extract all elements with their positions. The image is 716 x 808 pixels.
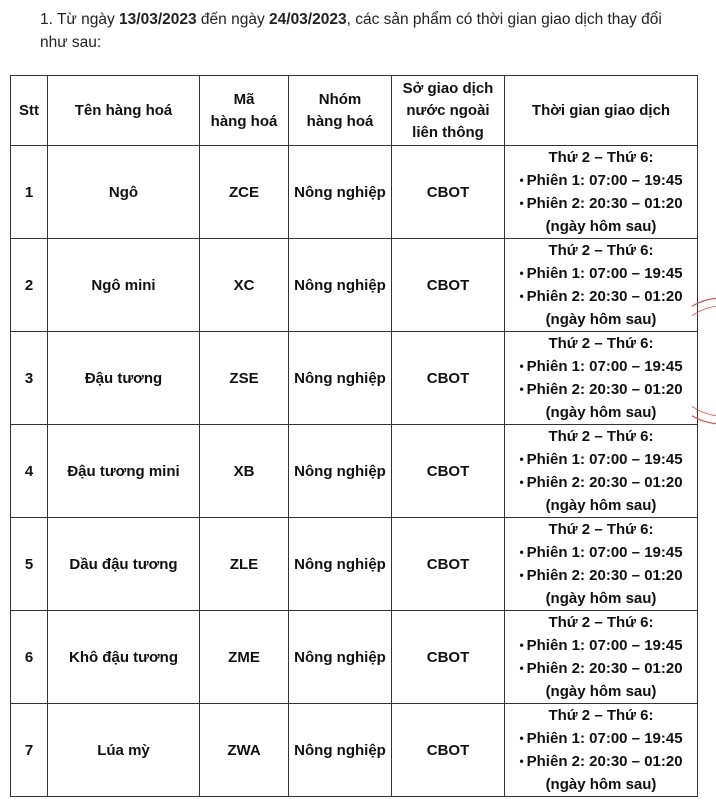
bullet-icon: • bbox=[519, 359, 524, 373]
schedule-days: Thứ 2 – Thứ 6: bbox=[548, 521, 654, 538]
date-from: 13/03/2023 bbox=[119, 11, 197, 28]
header-code-line1: Mã bbox=[233, 90, 255, 108]
session-1-text: Phiên 1: 07:00 – 19:45 bbox=[526, 172, 683, 189]
cell-exchange: CBOT bbox=[392, 518, 505, 611]
cell-group: Nông nghiệp bbox=[289, 146, 392, 239]
table-row bbox=[11, 518, 698, 611]
cell-name: Đậu tương bbox=[48, 332, 200, 425]
session-1-text: Phiên 1: 07:00 – 19:45 bbox=[526, 451, 683, 468]
session-1-text: Phiên 1: 07:00 – 19:45 bbox=[526, 358, 683, 375]
schedule-session-2 bbox=[505, 378, 697, 401]
cell-code: ZWA bbox=[200, 704, 289, 797]
cell-schedule bbox=[505, 332, 698, 425]
schedule-days: Thứ 2 – Thứ 6: bbox=[548, 707, 654, 724]
cell-schedule bbox=[505, 425, 698, 518]
cell-stt: 1 bbox=[11, 146, 48, 239]
schedule-days: Thứ 2 – Thứ 6: bbox=[548, 614, 654, 631]
intro-middle: đến ngày bbox=[196, 11, 270, 28]
bullet-icon: • bbox=[519, 661, 524, 675]
cell-group: Nông nghiệp bbox=[289, 239, 392, 332]
header-group bbox=[289, 76, 392, 146]
schedule-session-1 bbox=[505, 541, 697, 564]
session-2-text: Phiên 2: 20:30 – 01:20 bbox=[526, 474, 683, 491]
session-2-text: Phiên 2: 20:30 – 01:20 bbox=[526, 288, 683, 305]
schedule-days: Thứ 2 – Thứ 6: bbox=[548, 149, 654, 166]
header-stt: Stt bbox=[11, 76, 48, 146]
cell-code: XB bbox=[200, 425, 289, 518]
schedule-session-2 bbox=[505, 564, 697, 587]
header-exchange-line2: nước ngoài bbox=[406, 101, 490, 119]
table-row bbox=[11, 611, 698, 704]
cell-name: Ngô bbox=[48, 146, 200, 239]
table-row bbox=[11, 146, 698, 239]
schedule-session-2 bbox=[505, 657, 697, 680]
cell-code: ZSE bbox=[200, 332, 289, 425]
schedule-days: Thứ 2 – Thứ 6: bbox=[548, 242, 654, 259]
header-name: Tên hàng hoá bbox=[48, 76, 200, 146]
cell-exchange: CBOT bbox=[392, 332, 505, 425]
schedule-session-1 bbox=[505, 634, 697, 657]
schedule-session-2 bbox=[505, 285, 697, 308]
cell-group: Nông nghiệp bbox=[289, 332, 392, 425]
bullet-icon: • bbox=[519, 289, 524, 303]
table-row bbox=[11, 332, 698, 425]
schedule-days: Thứ 2 – Thứ 6: bbox=[548, 335, 654, 352]
bullet-icon: • bbox=[519, 754, 524, 768]
session-2-text: Phiên 2: 20:30 – 01:20 bbox=[526, 195, 683, 212]
cell-name: Lúa mỳ bbox=[48, 704, 200, 797]
session-2-text: Phiên 2: 20:30 – 01:20 bbox=[526, 753, 683, 770]
session-1-text: Phiên 1: 07:00 – 19:45 bbox=[526, 544, 683, 561]
cell-schedule bbox=[505, 704, 698, 797]
cell-exchange: CBOT bbox=[392, 239, 505, 332]
header-group-line1: Nhóm bbox=[318, 90, 362, 108]
schedule-days: Thứ 2 – Thứ 6: bbox=[548, 428, 654, 445]
cell-schedule bbox=[505, 611, 698, 704]
bullet-icon: • bbox=[519, 731, 524, 745]
schedule-session-2 bbox=[505, 192, 697, 215]
cell-name: Dầu đậu tương bbox=[48, 518, 200, 611]
bullet-icon: • bbox=[519, 568, 524, 582]
schedule-session-2 bbox=[505, 750, 697, 773]
header-code bbox=[200, 76, 289, 146]
session-1-text: Phiên 1: 07:00 – 19:45 bbox=[526, 265, 683, 282]
bullet-icon: • bbox=[519, 475, 524, 489]
schedule-session-1 bbox=[505, 727, 697, 750]
bullet-icon: • bbox=[519, 173, 524, 187]
session-2-text: Phiên 2: 20:30 – 01:20 bbox=[526, 381, 683, 398]
header-exchange bbox=[392, 76, 505, 146]
schedule-note: (ngày hôm sau) bbox=[545, 776, 657, 793]
cell-group: Nông nghiệp bbox=[289, 425, 392, 518]
cell-exchange: CBOT bbox=[392, 425, 505, 518]
header-exchange-line1: Sở giao dịch bbox=[402, 79, 494, 97]
table-row bbox=[11, 704, 698, 797]
bullet-icon: • bbox=[519, 382, 524, 396]
bullet-icon: • bbox=[519, 545, 524, 559]
cell-name: Ngô mini bbox=[48, 239, 200, 332]
cell-stt: 6 bbox=[11, 611, 48, 704]
cell-schedule bbox=[505, 518, 698, 611]
cell-schedule bbox=[505, 146, 698, 239]
schedule-session-1 bbox=[505, 169, 697, 192]
seal-ring-icon bbox=[692, 296, 716, 426]
cell-name: Đậu tương mini bbox=[48, 425, 200, 518]
table-row bbox=[11, 425, 698, 518]
cell-stt: 2 bbox=[11, 239, 48, 332]
header-exchange-line3: liên thông bbox=[412, 123, 484, 141]
trading-hours-table bbox=[10, 75, 698, 797]
bullet-icon: • bbox=[519, 452, 524, 466]
cell-group: Nông nghiệp bbox=[289, 518, 392, 611]
schedule-note: (ngày hôm sau) bbox=[545, 683, 657, 700]
cell-stt: 7 bbox=[11, 704, 48, 797]
cell-code: ZME bbox=[200, 611, 289, 704]
session-2-text: Phiên 2: 20:30 – 01:20 bbox=[526, 567, 683, 584]
cell-stt: 4 bbox=[11, 425, 48, 518]
cell-code: XC bbox=[200, 239, 289, 332]
cell-schedule bbox=[505, 239, 698, 332]
cell-exchange: CBOT bbox=[392, 611, 505, 704]
intro-suffix: , các sản phẩm có thời gian giao dịch thay đổi như sau: bbox=[40, 11, 662, 51]
header-code-line2: hàng hoá bbox=[210, 112, 278, 130]
cell-exchange: CBOT bbox=[392, 146, 505, 239]
cell-code: ZCE bbox=[200, 146, 289, 239]
cell-name: Khô đậu tương bbox=[48, 611, 200, 704]
bullet-icon: • bbox=[519, 196, 524, 210]
intro-prefix: 1. Từ ngày bbox=[40, 11, 120, 28]
header-time: Thời gian giao dịch bbox=[505, 76, 698, 146]
cell-code: ZLE bbox=[200, 518, 289, 611]
schedule-session-1 bbox=[505, 262, 697, 285]
cell-exchange: CBOT bbox=[392, 704, 505, 797]
cell-group: Nông nghiệp bbox=[289, 704, 392, 797]
header-group-line2: hàng hoá bbox=[306, 112, 374, 130]
schedule-session-2 bbox=[505, 471, 697, 494]
cell-stt: 3 bbox=[11, 332, 48, 425]
red-seal-stamp bbox=[698, 296, 716, 426]
schedule-session-1 bbox=[505, 448, 697, 471]
bullet-icon: • bbox=[519, 266, 524, 280]
schedule-note: (ngày hôm sau) bbox=[545, 590, 657, 607]
date-to: 24/03/2023 bbox=[269, 11, 347, 28]
cell-group: Nông nghiệp bbox=[289, 611, 392, 704]
session-2-text: Phiên 2: 20:30 – 01:20 bbox=[526, 660, 683, 677]
intro-paragraph bbox=[40, 8, 680, 54]
schedule-note: (ngày hôm sau) bbox=[545, 218, 657, 235]
schedule-note: (ngày hôm sau) bbox=[545, 311, 657, 328]
table-row bbox=[11, 239, 698, 332]
schedule-note: (ngày hôm sau) bbox=[545, 404, 657, 421]
schedule-session-1 bbox=[505, 355, 697, 378]
schedule-note: (ngày hôm sau) bbox=[545, 497, 657, 514]
cell-stt: 5 bbox=[11, 518, 48, 611]
session-1-text: Phiên 1: 07:00 – 19:45 bbox=[526, 637, 683, 654]
table-header-row bbox=[11, 76, 698, 146]
session-1-text: Phiên 1: 07:00 – 19:45 bbox=[526, 730, 683, 747]
bullet-icon: • bbox=[519, 638, 524, 652]
